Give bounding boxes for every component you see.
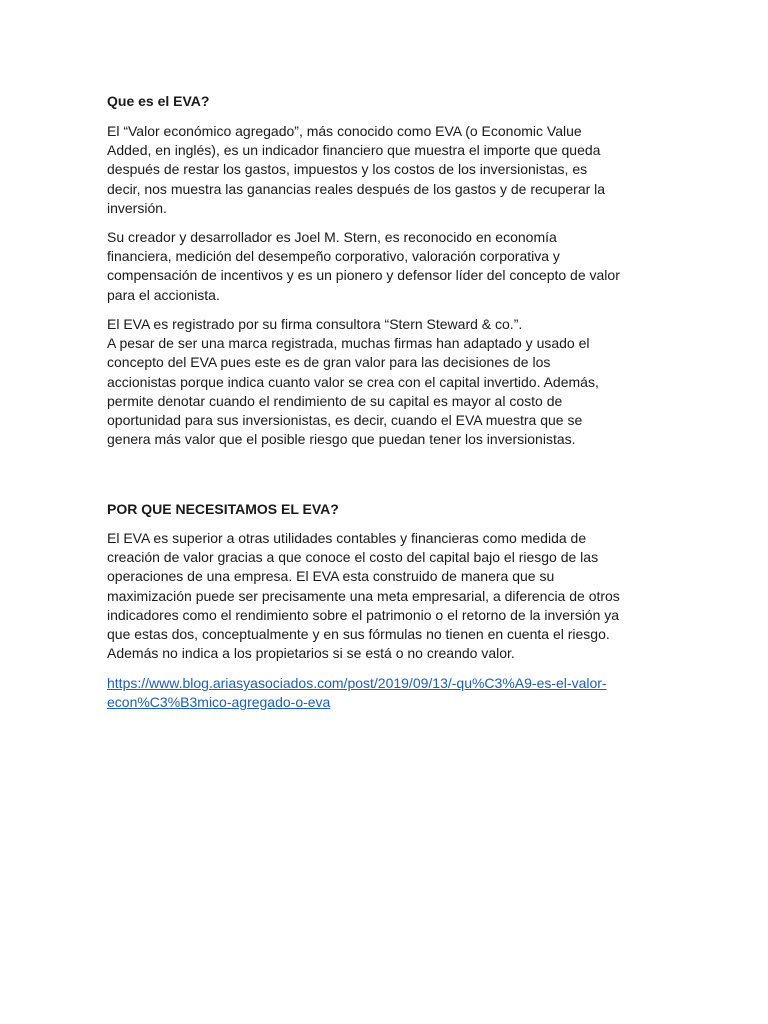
link-line[interactable]: https://www.blog.ariasyasociados.com/post/2019/09/13/-qu%C3%A9-es-el-valor- bbox=[107, 675, 607, 691]
text-line: compensación de incentivos y es un pionero y defensor líder del concepto de valor bbox=[107, 267, 620, 284]
text-line: financiera, medición del desempeño corporativo, valoración corporativa y bbox=[107, 248, 560, 265]
paragraph-eva-trademark bbox=[107, 315, 647, 449]
text-line: Added, en inglés), es un indicador financiero que muestra el importe que queda bbox=[107, 142, 601, 159]
text-line: El EVA es superior a otras utilidades contables y financieras como medida de bbox=[107, 530, 587, 546]
text-line: Su creador y desarrollador es Joel M. Stern, es reconocido en economía bbox=[107, 229, 557, 245]
text-line: genera más valor que el posible riesgo que puedan tener los inversionistas. bbox=[107, 431, 576, 448]
text-line: accionistas porque indica cuanto valor se crea con el capital invertido. Además, bbox=[107, 373, 599, 390]
text-line: después de restar los gastos, impuestos y los costos de los inversionistas, es bbox=[107, 161, 588, 178]
paragraph-eva-creator bbox=[107, 228, 647, 305]
text-line: Además no indica a los propietarios si se está o no creando valor. bbox=[107, 645, 515, 662]
text-line: El EVA es registrado por su firma consultora “Stern Steward & co.”. bbox=[107, 316, 523, 332]
text-line: decir, nos muestra las ganancias reales después de los gastos y de recuperar la bbox=[107, 180, 606, 197]
text-line: permite denotar cuando el rendimiento de su capital es mayor al costo de bbox=[107, 392, 563, 409]
text-line: creación de valor gracias a que conoce el costo del capital bajo el riesgo de las bbox=[107, 549, 599, 566]
source-link[interactable] bbox=[107, 674, 647, 712]
text-line: indicadores como el rendimiento sobre el patrimonio o el retorno de la inversión ya bbox=[107, 606, 620, 623]
text-line: El “Valor económico agregado”, más conocido como EVA (o Economic Value bbox=[107, 123, 582, 139]
section-heading-que-es-el-eva: Que es el EVA? bbox=[107, 93, 210, 109]
text-line: que estas dos, conceptualmente y en sus fórmulas no tienen en cuenta el riesgo. bbox=[107, 626, 610, 643]
paragraph-eva-definition bbox=[107, 122, 647, 218]
text-line: concepto del EVA pues este es de gran valor para las decisiones de los bbox=[107, 354, 551, 371]
paragraph-eva-why bbox=[107, 529, 647, 663]
text-line: A pesar de ser una marca registrada, muchas firmas han adaptado y usado el bbox=[107, 335, 590, 352]
text-line: para el accionista. bbox=[107, 286, 220, 303]
section-heading-por-que-eva: POR QUE NECESITAMOS EL EVA? bbox=[107, 501, 339, 517]
text-line: inversión. bbox=[107, 199, 167, 216]
text-line: operaciones de una empresa. El EVA esta construido de manera que su bbox=[107, 568, 555, 585]
text-line: oportunidad para sus inversionistas, es decir, cuando el EVA muestra que se bbox=[107, 412, 583, 429]
link-line[interactable]: econ%C3%B3mico-agregado-o-eva bbox=[107, 694, 331, 711]
text-line: maximización puede ser precisamente una meta empresarial, a diferencia de otros bbox=[107, 587, 620, 604]
